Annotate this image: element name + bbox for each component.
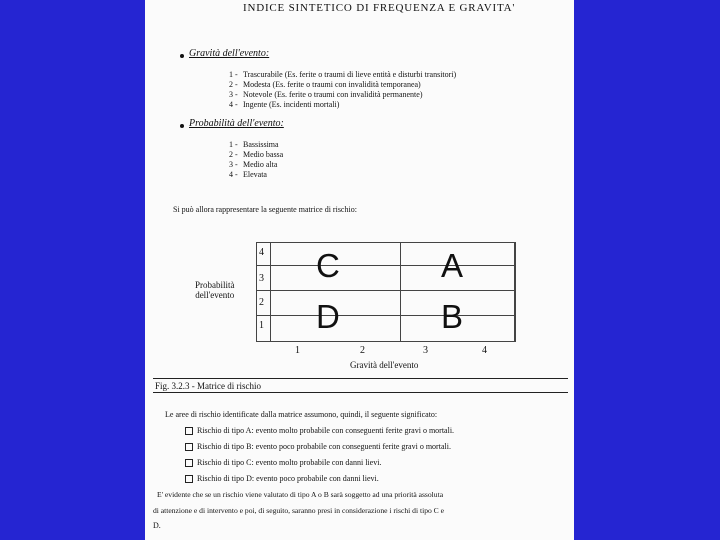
figure-caption: Fig. 3.2.3 - Matrice di rischio — [155, 381, 261, 391]
y-tick: 3 — [259, 273, 264, 284]
document-page — [145, 0, 574, 540]
grid-line — [257, 315, 515, 316]
gravity-item: 4 - Ingente (Es. incidenti mortali) — [229, 100, 340, 109]
body-intro: Le aree di rischio identificate dalla matrice assumono, quindi, il seguente significato: — [165, 410, 438, 419]
gravity-item: 3 - Notevole (Es. ferite o traumi con invalidità permanente) — [229, 90, 423, 99]
conclusion-line: D. — [153, 521, 161, 530]
probability-item: 4 - Elevata — [229, 170, 267, 179]
gravity-item: 1 - Trascurabile (Es. ferite o traumi di lieve entità e disturbi transitori) — [229, 70, 457, 79]
checkbox-icon — [185, 459, 193, 467]
x-tick: 4 — [482, 345, 487, 356]
bullet-icon — [180, 124, 184, 128]
gravity-heading: Gravità dell'evento: — [189, 48, 270, 59]
x-tick: 3 — [423, 345, 428, 356]
grid-line — [270, 243, 271, 341]
grid-line — [257, 290, 515, 291]
probability-item: 1 - Bassissima — [229, 140, 279, 149]
checkbox-icon — [185, 427, 193, 435]
matrix-cell-b: B — [441, 298, 464, 335]
checkbox-icon — [185, 443, 193, 451]
divider — [153, 392, 568, 393]
probability-item: 3 - Medio alta — [229, 160, 278, 169]
conclusion-line: E' evidente che se un rischio viene valutato di tipo A o B sarà soggetto ad una priorità assoluta — [157, 490, 444, 499]
matrix-x-label: Gravità dell'evento — [350, 360, 419, 370]
bullet-icon — [180, 54, 184, 58]
risk-matrix-grid — [256, 242, 516, 342]
grid-line — [400, 243, 401, 341]
matrix-cell-a: A — [441, 247, 464, 284]
risk-type-item: Rischio di tipo B: evento poco probabile con conseguenti ferite gravi o mortali. — [185, 442, 451, 451]
x-tick: 1 — [295, 345, 300, 356]
matrix-cell-d: D — [316, 298, 340, 335]
y-tick: 4 — [259, 247, 264, 258]
risk-type-item: Rischio di tipo C: evento molto probabile con danni lievi. — [185, 458, 381, 467]
grid-line — [514, 243, 515, 341]
divider — [153, 378, 568, 379]
risk-type-item: Rischio di tipo D: evento poco probabile con danni lievi. — [185, 474, 379, 483]
page-title: INDICE SINTETICO DI FREQUENZA E GRAVITA' — [243, 2, 516, 14]
checkbox-icon — [185, 475, 193, 483]
conclusion-line: di attenzione e di intervento e poi, di seguito, saranno presi in considerazione i rischi di tipo C e — [153, 506, 445, 515]
gravity-item: 2 - Modesta (Es. ferite o traumi con invalidità temporanea) — [229, 80, 421, 89]
y-tick: 1 — [259, 320, 264, 331]
matrix-intro: Si può allora rappresentare la seguente matrice di rischio: — [173, 205, 357, 214]
grid-line — [257, 265, 515, 266]
risk-type-item: Rischio di tipo A: evento molto probabile con conseguenti ferite gravi o mortali. — [185, 426, 454, 435]
matrix-y-label: Probabilità dell'evento — [195, 280, 235, 300]
probability-item: 2 - Medio bassa — [229, 150, 284, 159]
y-tick: 2 — [259, 297, 264, 308]
matrix-cell-c: C — [316, 247, 340, 284]
probability-heading: Probabilità dell'evento: — [189, 118, 284, 129]
x-tick: 2 — [360, 345, 365, 356]
